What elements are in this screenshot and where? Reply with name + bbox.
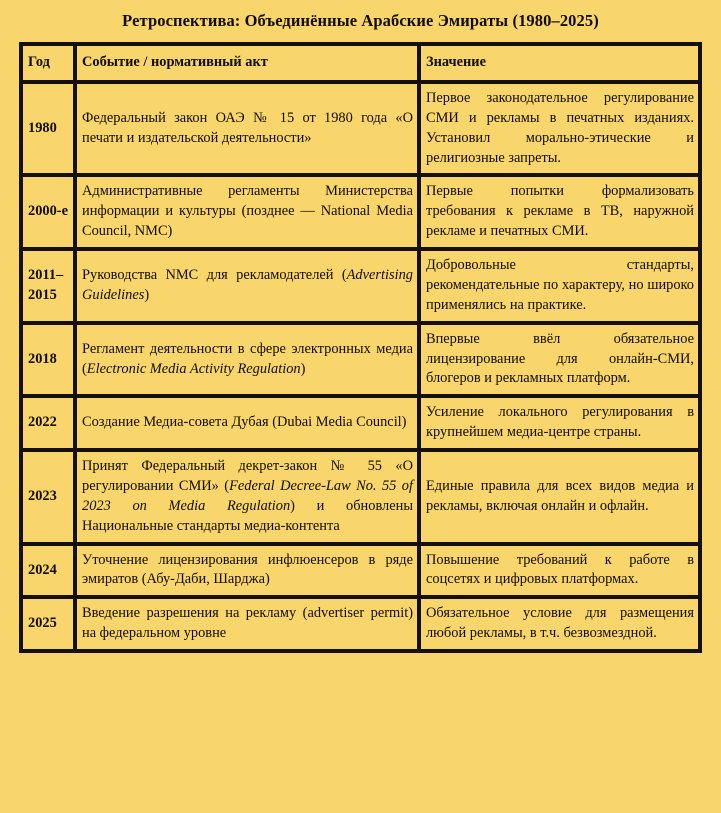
event-text: ) bbox=[300, 360, 306, 377]
cell-meaning: Единые правила для всех видов медиа и рекламы, включая онлайн и офлайн. bbox=[419, 450, 700, 544]
table-body bbox=[21, 82, 700, 651]
cell-meaning: Повышение требований к работе в соцсетях и цифровых платформах. bbox=[419, 544, 700, 598]
cell-event bbox=[75, 175, 419, 249]
column-header-year: Год bbox=[21, 44, 75, 82]
cell-meaning: Впервые ввёл обязательное лицензирование для онлайн-СМИ, блогеров и рекламных платформ. bbox=[419, 323, 700, 397]
table-header bbox=[21, 44, 700, 82]
event-text: Руководства NMC для рекламодателей ( bbox=[82, 267, 347, 284]
table-row bbox=[21, 450, 700, 544]
table-row bbox=[21, 249, 700, 323]
event-text: Принят Федеральный декрет-закон № 55 «О регулировании СМИ» ( bbox=[82, 458, 413, 494]
event-text: ) и обновлены Национальные стандарты медиа-контента bbox=[82, 497, 413, 534]
cell-event bbox=[75, 544, 419, 598]
table-row bbox=[21, 597, 700, 651]
event-text: Уточнение лицензирования инфлюенсеров в ряде эмиратов (Абу-Даби, Шарджа) bbox=[82, 551, 413, 588]
table-header-row bbox=[21, 44, 700, 82]
cell-year: 2025 bbox=[21, 597, 75, 651]
column-header-meaning: Значение bbox=[419, 44, 700, 82]
column-header-event: Событие / нормативный акт bbox=[75, 44, 419, 82]
event-title-italic: Electronic Media Activity Regulation bbox=[86, 360, 301, 377]
cell-year: 2023 bbox=[21, 450, 75, 544]
cell-event bbox=[75, 396, 419, 450]
cell-year: 2024 bbox=[21, 544, 75, 598]
event-title-italic: Advertising Guidelines bbox=[82, 267, 413, 303]
table-row bbox=[21, 396, 700, 450]
cell-year: 2022 bbox=[21, 396, 75, 450]
event-text: Федеральный закон ОАЭ № 15 от 1980 года «О печати и издательской деятельности» bbox=[82, 109, 413, 146]
event-text: Введение разрешения на рекламу (advertiser permit) на федеральном уровне bbox=[82, 605, 413, 642]
cell-meaning: Обязательное условие для размещения любой рекламы, в т.ч. безвозмездной. bbox=[419, 597, 700, 651]
event-title-italic: Federal Decree-Law No. 55 of 2023 on Media Regulation bbox=[82, 477, 413, 514]
cell-meaning: Первое законодательное регулирование СМИ и рекламы в печатных изданиях. Установил морально-этические и религиозные запреты. bbox=[419, 82, 700, 176]
event-text: Создание Медиа-совета Дубая (Dubai Media Council) bbox=[82, 414, 407, 431]
cell-event bbox=[75, 82, 419, 176]
cell-meaning: Усиление локального регулирования в крупнейшем медиа-центре страны. bbox=[419, 396, 700, 450]
retrospective-table bbox=[19, 42, 702, 653]
page-title: Ретроспектива: Объединённые Арабские Эмираты (1980–2025) bbox=[122, 11, 599, 30]
cell-year: 1980 bbox=[21, 82, 75, 176]
table-row bbox=[21, 544, 700, 598]
event-text: ) bbox=[144, 286, 150, 303]
cell-event bbox=[75, 249, 419, 323]
cell-event bbox=[75, 323, 419, 397]
cell-year: 2000-е bbox=[21, 175, 75, 249]
table-row bbox=[21, 82, 700, 176]
cell-event bbox=[75, 450, 419, 544]
event-text: Регламент деятельности в сфере электронных медиа ( bbox=[82, 340, 413, 377]
cell-year: 2018 bbox=[21, 323, 75, 397]
table-row bbox=[21, 323, 700, 397]
cell-event bbox=[75, 597, 419, 651]
cell-meaning: Первые попытки формализовать требования к рекламе в ТВ, наружной рекламе и печатных СМИ. bbox=[419, 175, 700, 249]
cell-meaning: Добровольные стандарты, рекомендательные по характеру, но широко применялись на практике. bbox=[419, 249, 700, 323]
event-text: Административные регламенты Министерства информации и культуры (позднее — National Media Council, NMC) bbox=[82, 183, 413, 240]
cell-year: 2011–2015 bbox=[21, 249, 75, 323]
table-row bbox=[21, 175, 700, 249]
